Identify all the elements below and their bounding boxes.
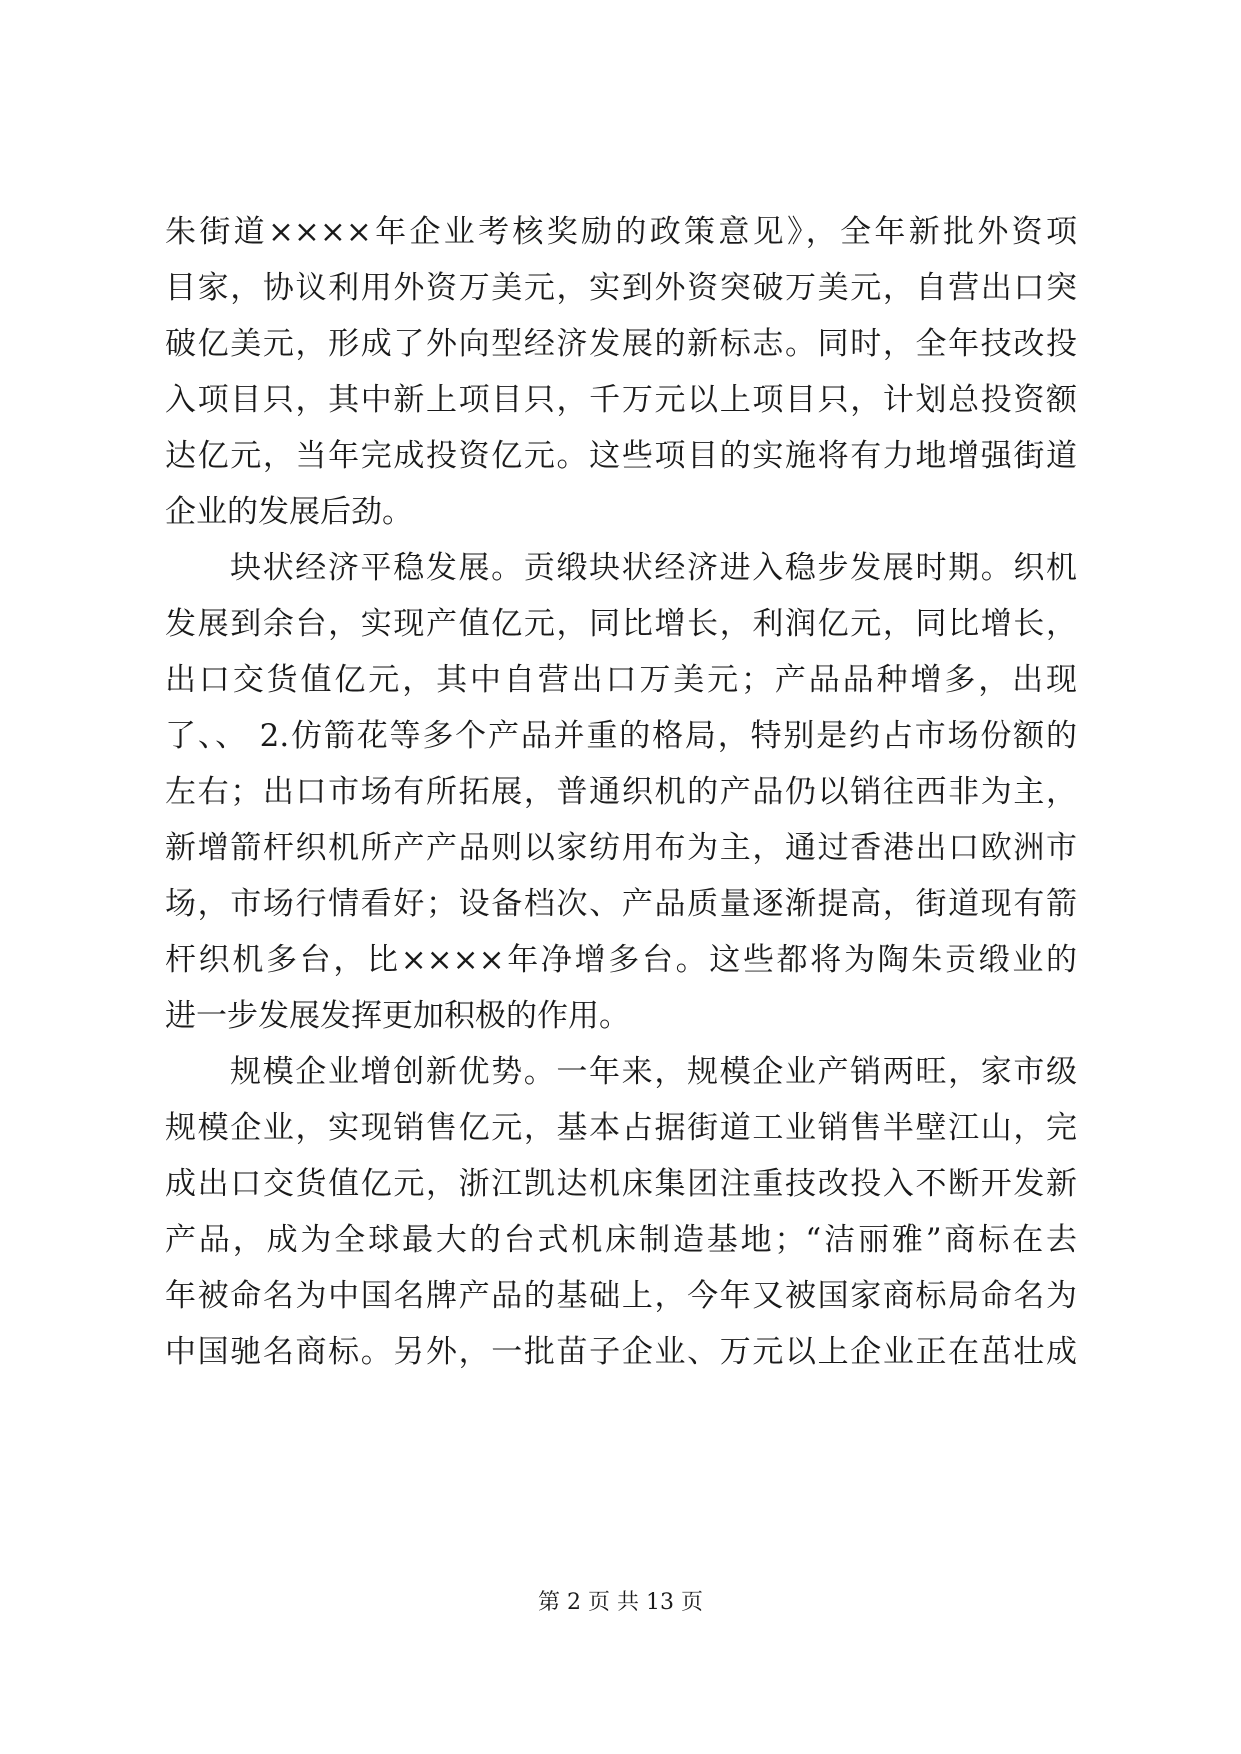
text-line: 年被命名为中国名牌产品的基础上，今年又被国家商标局命名为	[165, 1278, 1077, 1314]
text-line: 发展到余台，实现产值亿元，同比增长，利润亿元，同比增长，	[165, 606, 1077, 642]
text-line: 杆织机多台，比××××年净增多台。这些都将为陶朱贡缎业的	[165, 942, 1077, 978]
text-line: 规模企业，实现销售亿元，基本占据街道工业销售半壁江山，完	[165, 1110, 1077, 1146]
text-line: 朱街道××××年企业考核奖励的政策意见》，全年新批外资项	[165, 214, 1077, 250]
text-line: 中国驰名商标。另外，一批苗子企业、万元以上企业正在茁壮成	[165, 1334, 1077, 1370]
text-line: 出口交货值亿元，其中自营出口万美元；产品品种增多，出现	[165, 662, 1077, 698]
text-line: 新增箭杆织机所产产品则以家纺用布为主，通过香港出口欧洲市	[165, 830, 1077, 866]
text-line: 破亿美元，形成了外向型经济发展的新标志。同时，全年技改投	[165, 326, 1077, 362]
text-line: 了、、 2.仿箭花等多个产品并重的格局，特别是约占市场份额的	[165, 718, 1077, 754]
text-line: 场，市场行情看好；设备档次、产品质量逐渐提高，街道现有箭	[165, 886, 1077, 922]
text-line: 入项目只，其中新上项目只，千万元以上项目只，计划总投资额	[165, 382, 1077, 418]
text-line: 企业的发展后劲。	[165, 494, 413, 530]
page-footer	[0, 1588, 1241, 1618]
page-number-indicator: 第 2 页 共 13 页	[538, 1590, 703, 1615]
text-line: 进一步发展发挥更加积极的作用。	[165, 998, 630, 1034]
text-line: 达亿元，当年完成投资亿元。这些项目的实施将有力地增强街道	[165, 438, 1077, 474]
text-line: 左右；出口市场有所拓展，普通织机的产品仍以销往西非为主，	[165, 774, 1077, 810]
text-line: 成出口交货值亿元，浙江凯达机床集团注重技改投入不断开发新	[165, 1166, 1077, 1202]
text-line: 产品，成为全球最大的台式机床制造基地；“洁丽雅”商标在去	[165, 1222, 1077, 1258]
text-line: 目家，协议利用外资万美元，实到外资突破万美元，自营出口突	[165, 270, 1077, 306]
text-line: 规模企业增创新优势。一年来，规模企业产销两旺，家市级	[230, 1054, 1077, 1090]
text-line: 块状经济平稳发展。贡缎块状经济进入稳步发展时期。织机	[230, 550, 1077, 586]
